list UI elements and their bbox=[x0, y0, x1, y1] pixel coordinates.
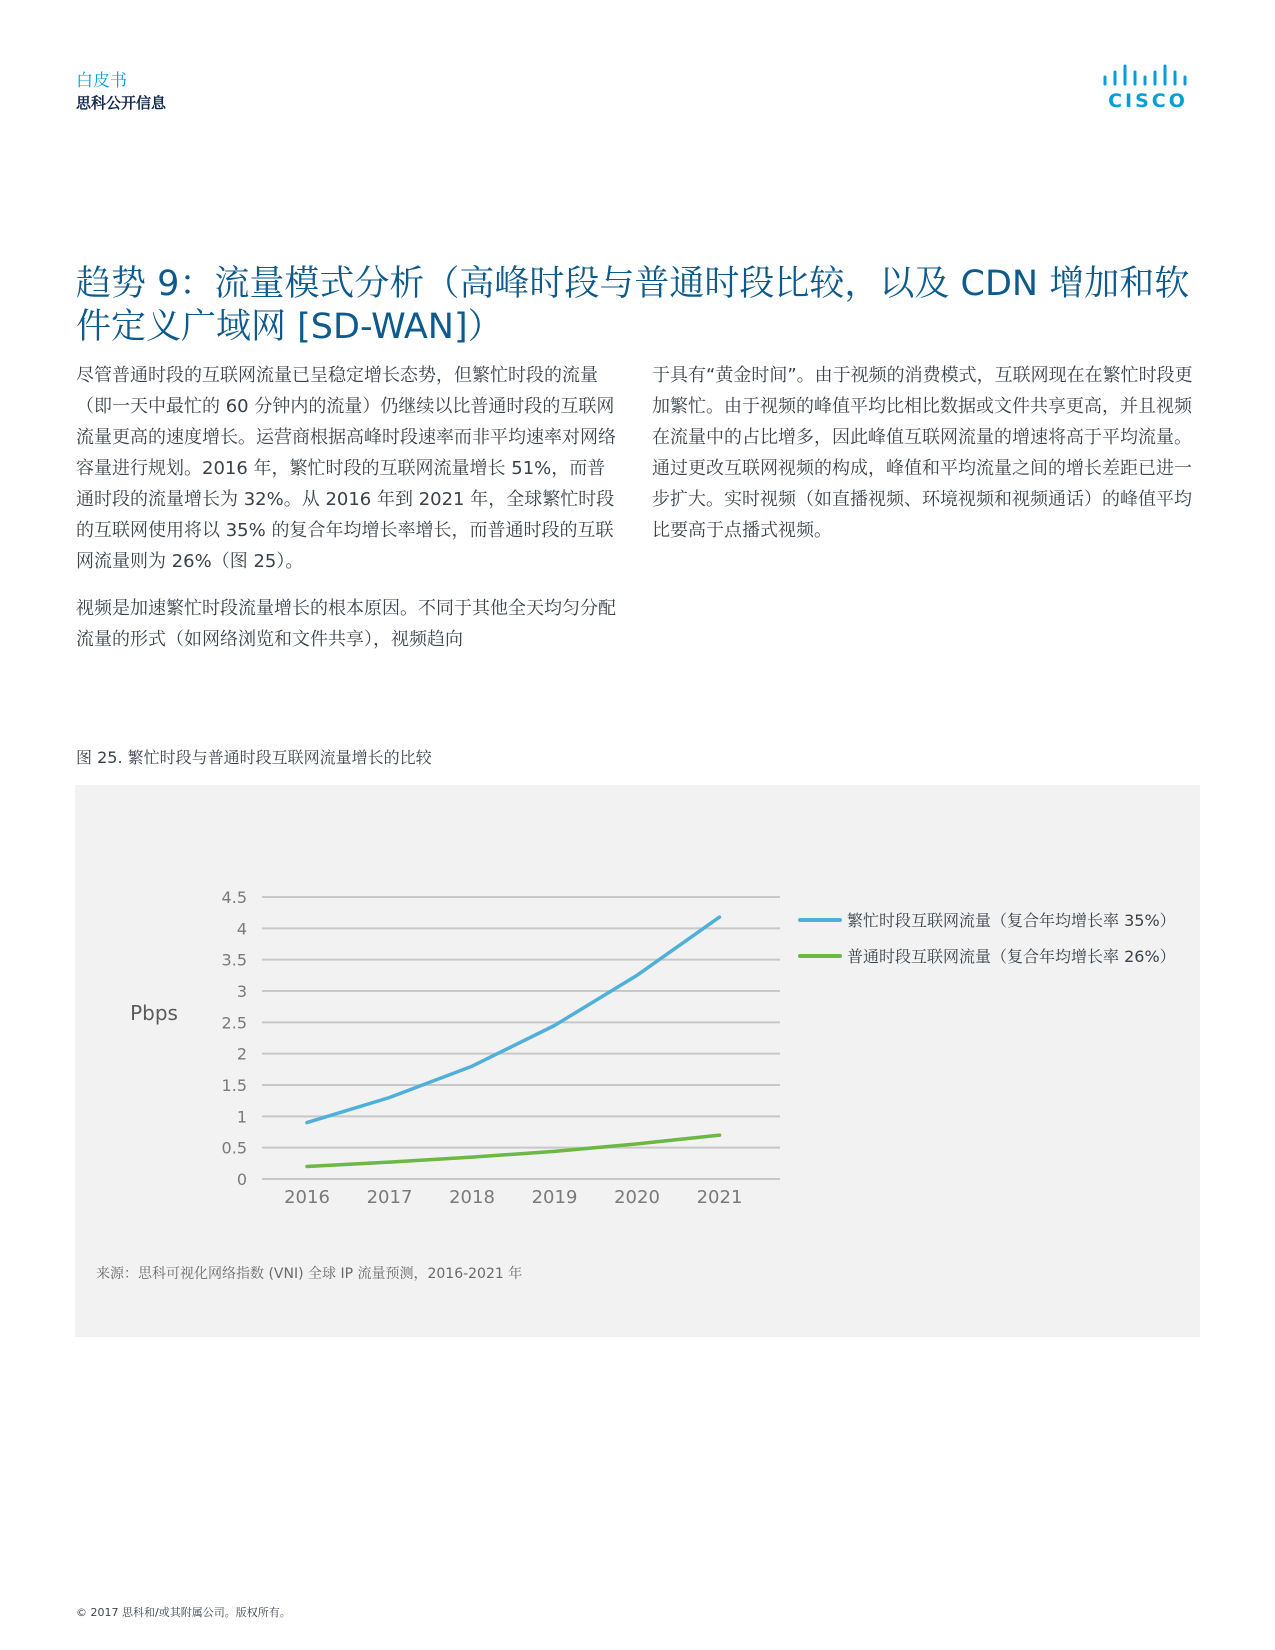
x-tick-label: 2020 bbox=[614, 1187, 660, 1208]
classification-label: 思科公开信息 bbox=[76, 94, 167, 112]
legend-entry: 繁忙时段互联网流量（复合年均增长率 35%） bbox=[847, 911, 1176, 930]
footer-copyright: © 2017 思科和/或其附属公司。版权所有。 bbox=[76, 1606, 291, 1619]
y-tick-label: 0.5 bbox=[221, 1138, 247, 1158]
y-tick-label: 4.5 bbox=[221, 888, 247, 907]
y-tick-label: 1.5 bbox=[221, 1076, 247, 1095]
body-paragraph: 视频是加速繁忙时段流量增长的根本原因。不同于其他全天均匀分配流量的形式（如网络浏览和文件共享），视频趋向 bbox=[76, 598, 616, 650]
y-tick-label: 3.5 bbox=[221, 950, 247, 970]
body-column-right bbox=[652, 360, 1197, 562]
y-tick-label: 0 bbox=[236, 1170, 247, 1189]
body-paragraph: 尽管普通时段的互联网流量已呈稳定增长态势，但繁忙时段的流量（即一天中最忙的 60 分钟内的流量）仍继续以比普通时段的互联网流量更高的速度增长。运营商根据高峰时段速率而非平均速率对网络容量进行规划。2016 年，繁忙时段的互联网流量增长 51%，而普通时段的流量增长为 32%。从 2016 年到 2021 年，全球繁忙时段的互联网使用将以 35% 的复合年均增长率增长，而普通时段的互联网流量则为 26%（图 25）。 bbox=[76, 365, 616, 572]
y-tick-label: 2.5 bbox=[221, 1013, 247, 1033]
x-tick-label: 2021 bbox=[696, 1187, 743, 1208]
cisco-bars-icon bbox=[1100, 64, 1196, 90]
doc-type-label: 白皮书 bbox=[76, 71, 127, 91]
x-tick-label: 2019 bbox=[531, 1187, 578, 1208]
y-tick-label: 1 bbox=[236, 1107, 247, 1127]
figure-source: 来源：思科可视化网络指数 (VNI) 全球 IP 流量预测，2016-2021 年 bbox=[96, 1266, 523, 1282]
body-paragraph: 于具有“黄金时间”。由于视频的消费模式，互联网现在在繁忙时段更加繁忙。由于视频的峰值平均比相比数据或文件共享更高，并且视频在流量中的占比增多，因此峰值互联网流量的增速将高于平均流量。通过更改互联网视频的构成，峰值和平均流量之间的增长差距已进一步扩大。实时视频（如直播视频、环境视频和视频通话）的峰值平均比要高于点播式视频。 bbox=[652, 365, 1193, 541]
series-line-1 bbox=[307, 917, 720, 1123]
section-title: 趋势 9：流量模式分析（高峰时段与普通时段比较，以及 CDN 增加和软件定义广域网 [SD-WAN]） bbox=[76, 264, 1190, 347]
cisco-wordmark: CISCO bbox=[1108, 90, 1188, 112]
figure-panel bbox=[75, 785, 1200, 1337]
legend-entry: 普通时段互联网流量（复合年均增长率 26%） bbox=[847, 947, 1176, 966]
x-tick-label: 2017 bbox=[366, 1187, 413, 1208]
x-tick-label: 2018 bbox=[449, 1187, 495, 1208]
body-column-left bbox=[76, 360, 621, 671]
cisco-logo bbox=[1100, 64, 1196, 116]
line-chart bbox=[75, 785, 1200, 1337]
figure-caption: 图 25. 繁忙时段与普通时段互联网流量增长的比较 bbox=[76, 748, 432, 767]
series-line-2 bbox=[307, 1135, 720, 1166]
y-axis-label: Pbps bbox=[130, 1001, 178, 1025]
y-tick-label: 4 bbox=[236, 919, 247, 939]
y-tick-label: 3 bbox=[236, 982, 247, 1001]
y-tick-label: 2 bbox=[236, 1044, 247, 1064]
x-tick-label: 2016 bbox=[284, 1187, 330, 1208]
